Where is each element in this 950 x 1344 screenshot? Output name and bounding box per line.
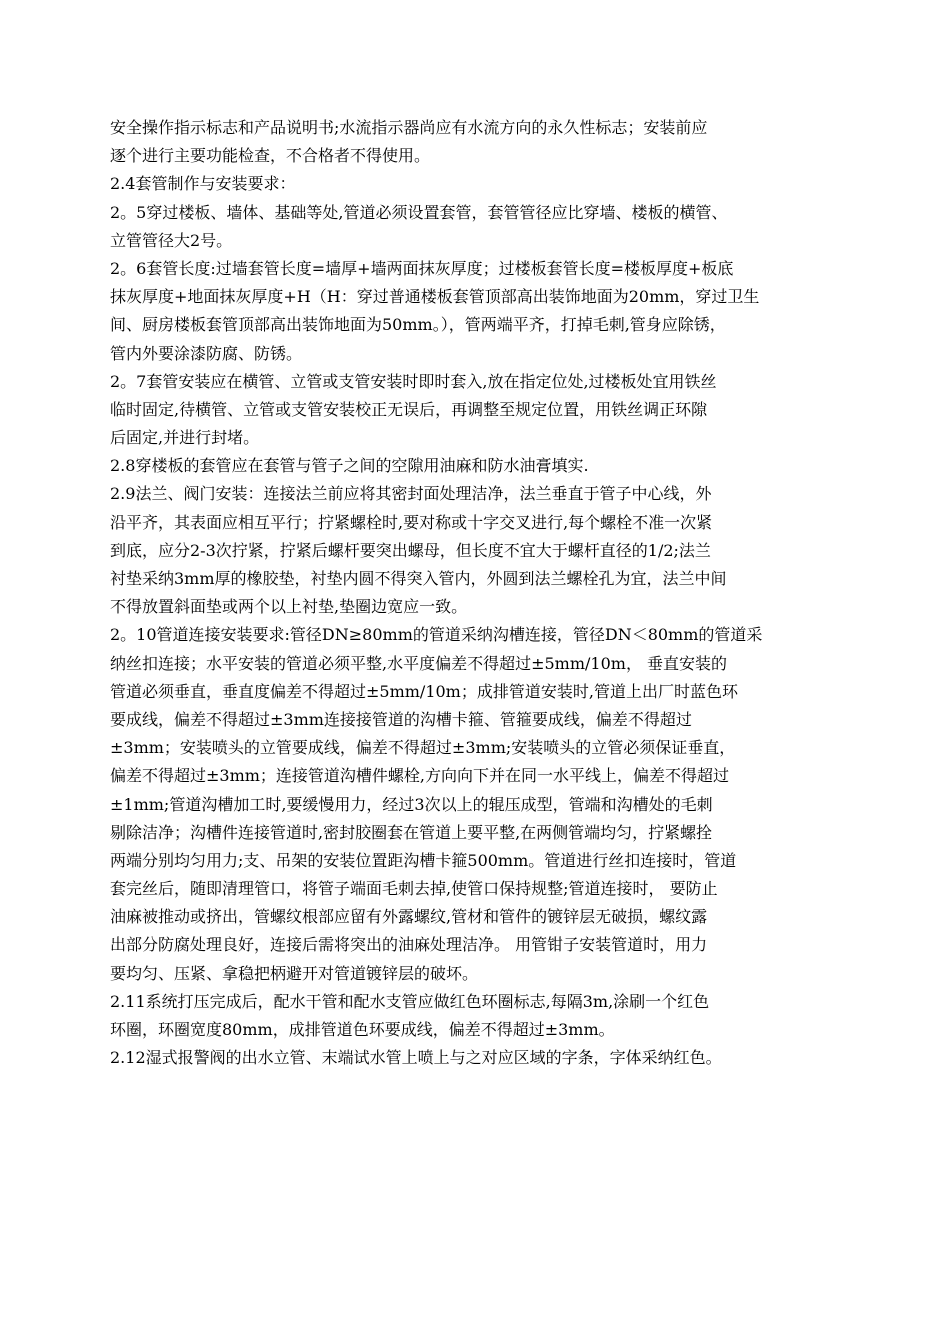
text-line: 管内外要涂漆防腐、防锈。 [110,343,303,363]
text-line: 2.11系统打压完成后，配水干管和配水支管应做红色环圈标志,每隔3m,涂刷一个红色 [110,991,710,1011]
text-line: 2。10管道连接安装要求:管径DN≥80mm的管道采纳沟槽连接，管径DN＜80mm的管道采 [110,625,763,645]
text-line: 剔除洁净；沟槽件连接管道时,密封胶圈套在管道上要平整,在两侧管端均匀，拧紧螺拴 [110,822,713,842]
text-line: 立管管径大2号。 [110,230,233,250]
text-line: 2.12湿式报警阀的出水立管、末端试水管上喷上与之对应区域的字条，字体采纳红色。 [110,1048,722,1068]
text-line: 2.9法兰、阀门安装：连接法兰前应将其密封面处理洁净，法兰垂直于管子中心线，外 [110,484,712,504]
text-line: 出部分防腐处理良好，连接后需将突出的油麻处理洁净。 用管钳子安装管道时，用力 [110,935,708,955]
text-line: 逐个进行主要功能检查，不合格者不得使用。 [110,146,431,166]
text-line: 纳丝扣连接；水平安装的管道必须平整,水平度偏差不得超过±5mm/10m， 垂直安装的 [110,653,728,673]
text-line: 安全操作指示标志和产品说明书;水流指示器尚应有水流方向的永久性标志；安装前应 [110,118,708,137]
text-line: 要成线，偏差不得超过±3mm连接接管道的沟槽卡箍、管箍要成线，偏差不得超过 [110,709,692,729]
text-line: 沿平齐，其表面应相互平行；拧紧螺栓时,要对称或十字交叉进行,每个螺栓不准一次紧 [110,512,713,532]
text-line: ±3mm；安装喷头的立管要成线，偏差不得超过±3mm;安装喷头的立管必须保证垂直， [110,738,736,758]
text-line: 间、厨房楼板套管顶部高出装饰地面为50mm。），管两端平齐，打掉毛刺,管身应除锈， [110,315,726,335]
text-line: 要均匀、压紧、拿稳把柄避开对管道镀锌层的破坏。 [110,963,479,983]
text-line: 衬垫采纳3mm厚的橡胶垫，衬垫内圆不得突入管内，外圆到法兰螺栓孔为宜，法兰中间 [110,569,727,588]
text-line: 抹灰厚度+地面抹灰厚度+H（H：穿过普通楼板套管顶部高出装饰地面为20mm，穿过卫生 [110,287,760,307]
text-line: 临时固定,待横管、立管或支管安装校正无误后，再调整至规定位置，用铁丝调正环隙 [110,399,708,419]
text-line: 环圈，环圈宽度80mm，成排管道色环要成线，偏差不得超过±3mm。 [110,1020,615,1039]
text-line: 套完丝后，随即清理管口，将管子端面毛刺去掉,使管口保持规整;管道连接时， 要防止 [110,879,718,899]
document-page [110,114,850,1072]
section-heading: 2.4套管制作与安装要求： [110,174,296,194]
text-line: 2。6套管长度:过墙套管长度=墙厚+墙两面抹灰厚度；过楼板套管长度=楼板厚度+板底 [110,258,734,278]
text-line: 偏差不得超过±3mm；连接管道沟槽件螺栓,方向向下并在同一水平线上，偏差不得超过 [110,766,730,786]
text-line: 到底，应分2-3次拧紧，拧紧后螺杆要突出螺母，但长度不宜大于螺杆直径的1/2;法兰 [110,540,711,560]
text-line: 2。5穿过楼板、墙体、基础等处,管道必须设置套管，套管管径应比穿墙、楼板的横管、 [110,202,728,222]
text-line: 不得放置斜面垫或两个以上衬垫,垫圈边宽应一致。 [110,597,468,617]
text-line: 2。7套管安装应在横管、立管或支管安装时即时套入,放在指定位处,过楼板处宜用铁丝 [110,371,717,391]
text-line: 油麻被推动或挤出，管螺纹根部应留有外露螺纹,管材和管件的镀锌层无破损，螺纹露 [110,907,708,927]
text-line: 后固定,并进行封堵。 [110,428,260,448]
text-line: ±1mm;管道沟槽加工时,要缓慢用力，经过3次以上的辊压成型，管端和沟槽处的毛刺 [110,794,713,814]
text-line: 管道必须垂直，垂直度偏差不得超过±5mm/10m；成排管道安装时,管道上出厂时蓝色环 [110,681,738,701]
text-line: 两端分别均匀用力;支、吊架的安装位置距沟槽卡箍500mm。管道进行丝扣连接时，管道 [110,850,737,870]
text-line: 2.8穿楼板的套管应在套管与管子之间的空隙用油麻和防水油膏填实. [110,456,589,476]
